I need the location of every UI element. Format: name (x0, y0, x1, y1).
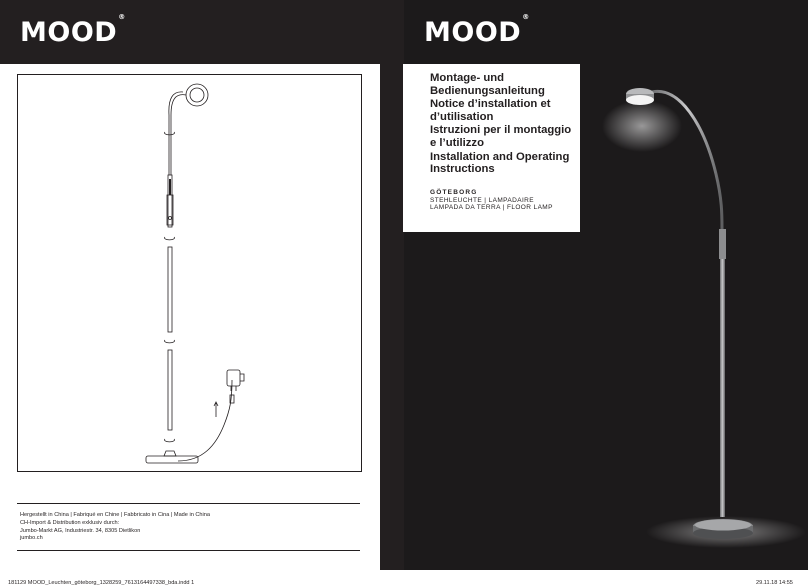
company-line: Jumbo-Markt AG, Industriestr. 34, 8305 Dietlikon (20, 527, 141, 534)
base-collar (164, 451, 176, 456)
origin-line: Hergestellt in China | Fabriqué en Chine | Fabbricato in Cina | Made in China (20, 512, 210, 518)
rotation-arrow-icon (165, 132, 175, 135)
back-cover-page (0, 64, 380, 570)
mood-logo-front: MOOD® (424, 13, 530, 48)
cover-title-box (403, 64, 580, 232)
rotation-arrow-icon (165, 439, 175, 442)
lower-tube (168, 350, 172, 430)
back-cover-panel (0, 0, 404, 570)
model-name: GÖTEBORG (430, 189, 478, 196)
distribution-line: CH-Import & Distribution exklusiv durch: (20, 519, 120, 526)
lamp-switch-section (719, 229, 726, 259)
tube-shading (169, 179, 171, 195)
lamp-head-inner (190, 88, 204, 102)
lamp-head-light (626, 95, 654, 105)
manufacturer-info (20, 512, 210, 543)
footer-rule-top (17, 503, 360, 504)
rotation-arrow-icon (165, 237, 175, 240)
gooseneck-arm (171, 95, 186, 175)
mood-logo-back: MOOD® (20, 13, 126, 48)
floor-lamp-assembly-diagram (18, 75, 361, 471)
up-arrow-icon (214, 402, 218, 417)
print-file-line: 181129 MOOD_Leuchten_göteborg_1328259_7613164497338_bda.indd 1 (8, 580, 195, 586)
middle-tube (168, 247, 172, 332)
rotation-arrow-icon (165, 340, 175, 343)
power-adapter-icon (227, 370, 240, 386)
power-cable (178, 380, 232, 461)
adapter-plug (240, 374, 244, 381)
title-english: Installation and Operating Instructions (430, 150, 570, 176)
lamp-head (186, 84, 208, 106)
website-line: jumbo.ch (20, 535, 43, 542)
footer-rule-bottom (17, 550, 360, 551)
product-info (430, 189, 553, 212)
product-type-line-1: STEHLEUCHTE | LAMPADAIRE (430, 196, 534, 204)
product-type-line-2: LAMPADA DA TERRA | FLOOR LAMP (430, 204, 553, 212)
title-italian: Istruzioni per il montaggio e l’utilizzo (430, 124, 572, 149)
print-date-time: 29.11.18 14:55 (756, 580, 793, 586)
lamp-light-glow (602, 100, 682, 152)
lamp-pole (720, 229, 725, 517)
switch-button (169, 217, 172, 220)
title-french: Notice d’installation et d’utilisation (430, 98, 551, 123)
lamp-base-highlight (695, 520, 751, 531)
assembly-drawing (17, 74, 362, 472)
title-german: Montage- und Bedienungsanleitung (430, 72, 545, 97)
cover-title-block (430, 72, 580, 176)
